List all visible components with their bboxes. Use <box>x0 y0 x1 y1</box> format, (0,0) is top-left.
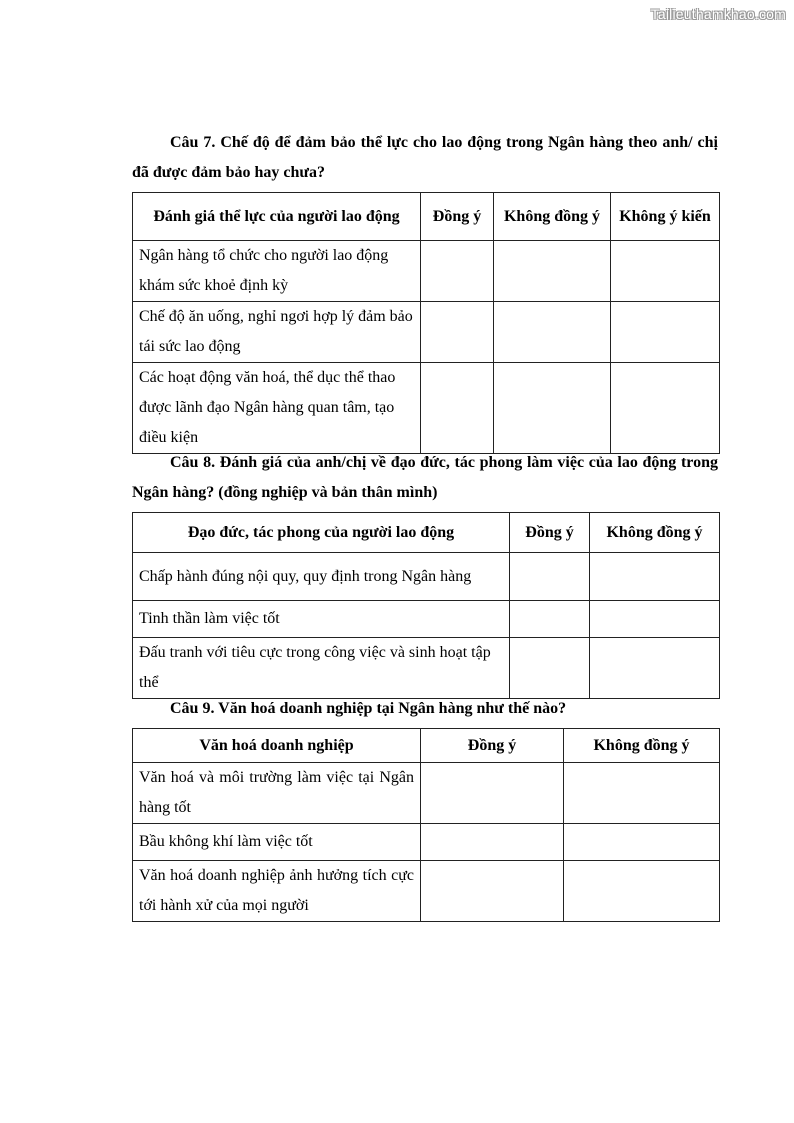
table-row <box>133 763 720 824</box>
no-opinion-cell[interactable] <box>611 302 720 363</box>
agree-cell[interactable] <box>510 638 590 699</box>
row-label: Chấp hành đúng nội quy, quy định trong Ngân hàng <box>133 553 510 601</box>
question-8-title: Câu 8. Đánh giá của anh/chị về đạo đức, tác phong làm việc của lao động trong Ngân hàng? (đồng nghiệp và bản thân mình) <box>132 454 718 501</box>
header-no-opinion: Không ý kiến <box>611 193 720 241</box>
disagree-cell[interactable] <box>494 302 611 363</box>
header-criteria: Đạo đức, tác phong của người lao động <box>133 513 510 553</box>
watermark: Tailieuthamkhao.com <box>650 6 786 22</box>
agree-cell[interactable] <box>421 302 494 363</box>
disagree-cell[interactable] <box>564 824 720 861</box>
table-row <box>133 302 720 363</box>
table-row <box>133 638 720 699</box>
table-row <box>133 861 720 922</box>
disagree-cell[interactable] <box>590 553 720 601</box>
question-8-table <box>132 512 720 699</box>
header-agree: Đồng ý <box>510 513 590 553</box>
no-opinion-cell[interactable] <box>611 363 720 454</box>
header-agree: Đồng ý <box>421 729 564 763</box>
table-header-row <box>133 729 720 763</box>
agree-cell[interactable] <box>421 861 564 922</box>
agree-cell[interactable] <box>510 601 590 638</box>
question-9-title: Câu 9. Văn hoá doanh nghiệp tại Ngân hàng như thế nào? <box>170 700 567 717</box>
table-row <box>133 824 720 861</box>
table-row <box>133 553 720 601</box>
agree-cell[interactable] <box>421 763 564 824</box>
header-disagree: Không đồng ý <box>494 193 611 241</box>
agree-cell[interactable] <box>510 553 590 601</box>
row-label: Văn hoá và môi trường làm việc tại Ngân hàng tốt <box>133 763 421 824</box>
disagree-cell[interactable] <box>564 861 720 922</box>
row-label: Ngân hàng tổ chức cho người lao động khám sức khoẻ định kỳ <box>133 241 421 302</box>
header-agree: Đồng ý <box>421 193 494 241</box>
row-label: Chế độ ăn uống, nghỉ ngơi hợp lý đảm bảo tái sức lao động <box>133 302 421 363</box>
table-row <box>133 241 720 302</box>
disagree-cell[interactable] <box>590 638 720 699</box>
row-label: Văn hoá doanh nghiệp ảnh hưởng tích cực tới hành xử của mọi người <box>133 861 421 922</box>
agree-cell[interactable] <box>421 824 564 861</box>
row-label: Các hoạt động văn hoá, thể dục thể thao được lãnh đạo Ngân hàng quan tâm, tạo điều kiện <box>133 363 421 454</box>
question-7-title: Câu 7. Chế độ để đảm bảo thể lực cho lao động trong Ngân hàng theo anh/ chị đã được đảm bảo hay chưa? <box>132 134 718 181</box>
agree-cell[interactable] <box>421 241 494 302</box>
agree-cell[interactable] <box>421 363 494 454</box>
row-label: Tinh thần làm việc tốt <box>133 601 510 638</box>
question-9-table <box>132 728 720 922</box>
row-label: Đấu tranh với tiêu cực trong công việc và sinh hoạt tập thể <box>133 638 510 699</box>
table-row <box>133 601 720 638</box>
header-disagree: Không đồng ý <box>564 729 720 763</box>
disagree-cell[interactable] <box>564 763 720 824</box>
disagree-cell[interactable] <box>590 601 720 638</box>
header-criteria: Văn hoá doanh nghiệp <box>133 729 421 763</box>
question-7-table <box>132 192 720 454</box>
header-disagree: Không đồng ý <box>590 513 720 553</box>
disagree-cell[interactable] <box>494 241 611 302</box>
table-header-row <box>133 193 720 241</box>
row-label: Bầu không khí làm việc tốt <box>133 824 421 861</box>
no-opinion-cell[interactable] <box>611 241 720 302</box>
header-criteria: Đánh giá thể lực của người lao động <box>133 193 421 241</box>
disagree-cell[interactable] <box>494 363 611 454</box>
table-header-row <box>133 513 720 553</box>
table-row <box>133 363 720 454</box>
